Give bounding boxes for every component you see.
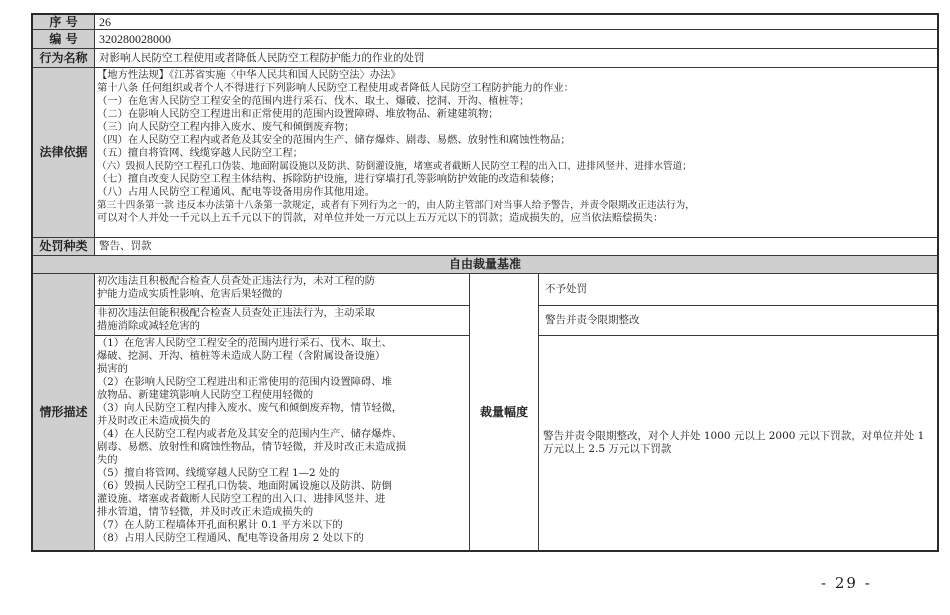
case-line: （3）向人民防空工程内排入废水、废气和倾倒废弃物，情节轻微， [97, 402, 403, 414]
legal-line: （三）向人民防空工程内排入废水、废气和倾倒废弃物； [97, 121, 355, 133]
range-label: 裁量幅度 [470, 274, 538, 550]
legal-line: （五）擅自将管网、线缆穿越人民防空工程； [97, 147, 303, 159]
case-line: 措施消除或减轻危害的 [97, 320, 200, 332]
case-description [97, 275, 469, 305]
case-line: （6）毁损人民防空工程孔口伪装、地面附属设施以及防洪、防倒 [97, 480, 392, 492]
code-value: 320280028000 [99, 31, 171, 46]
legal-line: 可以对个人并处一千元以上五千元以下的罚款，对单位并处一万元以上五万元以下的罚款；造成损失的，应当依法赔偿损失： [97, 212, 664, 224]
penalty-standard-table [31, 13, 939, 552]
legal-basis-text [97, 69, 935, 237]
penalty-type-value: 警告、罚款 [99, 240, 152, 252]
seq-value: 26 [99, 14, 111, 29]
case-line: 非初次违法但能积极配合检查人员查处正违法行为，主动采取 [97, 307, 376, 319]
legal-line: （六）毁损人民防空工程孔口伪装、地面附属设施以及防洪、防倒灌设施，堵塞或者截断人民防空工程的出入口、进排风竖井、进排水管道； [97, 161, 692, 172]
seq-label: 序 号 [33, 15, 94, 29]
case-line: （5）擅自将管网、线缆穿越人民防空工程 1—2 处的 [97, 467, 340, 479]
case-result-wrap [543, 336, 935, 550]
case-line: 爆破、挖洞、开沟、植桩等未造成人防工程（含附属设备设施） [97, 350, 386, 362]
page-number: - 29 - [821, 574, 872, 592]
legal-line: （八）占用人民防空工程通风、配电等设备用房作其他用途。 [97, 186, 376, 198]
case-line: 排水管道，情节轻微，并及时改正未造成损失的 [97, 506, 314, 518]
legal-line: 第三十四条第一款 违反本办法第十八条第一款规定，或者有下列行为之一的，由人防主管部门对当事人给予警告，并责令限期改正违法行为， [97, 200, 695, 211]
action-name-label: 行为名称 [33, 49, 94, 67]
legal-basis-label: 法律依据 [33, 68, 94, 237]
case-result: 警告并责令限期整改，对个人并处 1000 元以上 2000 元以下罚款，对单位并处 1 万元以上 2.5 万元以下罚款 [543, 430, 925, 455]
code-label: 编 号 [33, 30, 94, 48]
case-line: 初次违法且积极配合检查人员查处正违法行为，未对工程的防 [97, 275, 376, 287]
case-result: 警告并责令限期整改 [545, 314, 640, 326]
case-result: 不予处罚 [545, 283, 587, 295]
legal-line: （七）擅自改变人民防空工程主体结构、拆除防护设施，进行穿墙打孔等影响防护效能的改造和装修； [97, 173, 561, 185]
case-description [97, 307, 469, 335]
discretion-title: 自由裁量基准 [33, 256, 937, 273]
case-line: （4）在人民防空工程内或者危及其安全的范围内生产、储存爆炸、 [97, 428, 403, 440]
legal-line: 第十八条 任何组织或者个人不得进行下列影响人民防空工程使用或者降低人民防空工程防护能力的作业： [97, 82, 574, 94]
case-line: 护能力造成实质性影响、危害后果轻微的 [97, 288, 283, 300]
case-description [97, 337, 469, 550]
legal-line: （一）在危害人民防空工程安全的范围内进行采石、伐木、取土、爆破、挖洞、开沟、植桩等； [97, 95, 530, 107]
case-line: （1）在危害人民防空工程安全的范围内进行采石、伐木、取土、 [97, 337, 392, 349]
penalty-type-label: 处罚种类 [33, 238, 94, 255]
legal-line: 【地方性法规】《江苏省实施〈中华人民共和国人民防空法〉办法》 [97, 69, 401, 81]
case-line: （8）占用人民防空工程通风、配电等设备用房 2 处以下的 [97, 532, 364, 544]
legal-line: （二）在影响人民防空工程进出和正常使用的范围内设置障碍、堆放物品、新建建筑物； [97, 108, 499, 120]
situation-label: 情形描述 [33, 274, 94, 550]
case-line: 并及时改正未造成损失的 [97, 415, 211, 427]
case-line: 放物品、新建建筑影响人民防空工程使用轻微的 [97, 389, 314, 401]
case-line: 剧毒、易燃、放射性和腐蚀性物品，情节轻微，并及时改正未造成损 [97, 441, 406, 453]
case-line: （7）在人防工程墙体开孔面积累计 0.1 平方米以下的 [97, 519, 343, 531]
case-line: 失的 [97, 454, 118, 466]
case-line: 损害的 [97, 363, 128, 375]
case-line: （2）在影响人民防空工程进出和正常使用的范围内设置障碍、堆 [97, 376, 392, 388]
legal-line: （四）在人民防空工程内或者危及其安全的范围内生产、储存爆炸、剧毒、易燃、放射性和腐蚀性物品； [97, 134, 571, 146]
case-line: 灌设施、堵塞或者截断人民防空工程的出入口、进排风竖井、进 [97, 493, 386, 505]
action-name-value: 对影响人民防空工程使用或者降低人民防空工程防护能力的作业的处罚 [99, 51, 425, 64]
